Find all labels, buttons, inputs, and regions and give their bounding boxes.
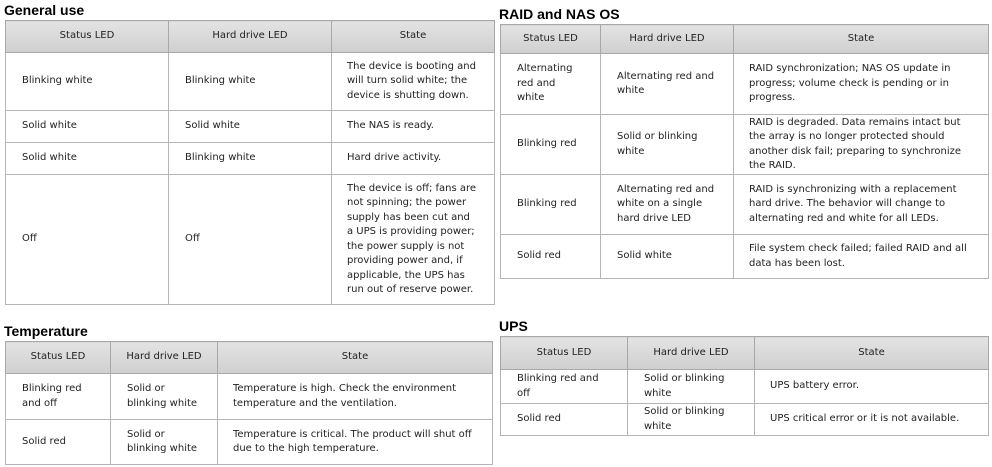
- column-header-status-led: Status LED: [501, 25, 601, 54]
- state-cell: The device is off; fans are not spinning; the power supply has been cut and a UPS is providing power; the power supply is not providing power and, if applicable, the UPS has run out of reserve power.: [332, 175, 495, 305]
- column-header-status-led: Status LED: [501, 337, 628, 370]
- general-use-title: General use: [4, 2, 85, 18]
- table-row: [501, 175, 989, 235]
- status-led-cell: Blinking red and off: [501, 370, 628, 404]
- column-header-hard-drive-led: Hard drive LED: [111, 342, 218, 374]
- table-row: [501, 54, 989, 115]
- column-header-hard-drive-led: Hard drive LED: [169, 21, 332, 53]
- hard-drive-led-cell: Blinking white: [169, 143, 332, 175]
- table-header-row: [501, 25, 989, 54]
- column-header-state: State: [734, 25, 989, 54]
- table-row: [501, 370, 989, 404]
- hard-drive-led-cell: Alternating red and white on a single hard drive LED: [601, 175, 734, 235]
- status-led-cell: Alternating red and white: [501, 54, 601, 115]
- hard-drive-led-cell: Solid or blinking white: [628, 370, 755, 404]
- table-row: [501, 404, 989, 436]
- table-row: [6, 420, 493, 465]
- status-led-cell: Solid white: [6, 111, 169, 143]
- state-cell: RAID synchronization; NAS OS update in progress; volume check is pending or in progress.: [734, 54, 989, 115]
- column-header-hard-drive-led: Hard drive LED: [601, 25, 734, 54]
- general-use-section: [5, 2, 495, 305]
- column-header-state: State: [755, 337, 989, 370]
- state-cell: File system check failed; failed RAID and all data has been lost.: [734, 235, 989, 279]
- hard-drive-led-cell: Off: [169, 175, 332, 305]
- hard-drive-led-cell: Blinking white: [169, 53, 332, 111]
- hard-drive-led-cell: Solid or blinking white: [111, 374, 218, 420]
- raid-nas-os-table: [500, 24, 989, 279]
- general-use-table: [5, 20, 495, 305]
- ups-title: UPS: [499, 318, 528, 334]
- table-row: [6, 111, 495, 143]
- state-cell: RAID is degraded. Data remains intact but the array is no longer protected should another disk fail; preparing to synchronize the RAID.: [734, 115, 989, 175]
- state-cell: UPS battery error.: [755, 370, 989, 404]
- status-led-cell: Solid red: [6, 420, 111, 465]
- hard-drive-led-cell: Solid or blinking white: [111, 420, 218, 465]
- status-led-cell: Blinking white: [6, 53, 169, 111]
- table-row: [6, 374, 493, 420]
- column-header-state: State: [218, 342, 493, 374]
- status-led-cell: Blinking red: [501, 115, 601, 175]
- table-header-row: [6, 21, 495, 53]
- state-cell: Temperature is high. Check the environment temperature and the ventilation.: [218, 374, 493, 420]
- table-header-row: [6, 342, 493, 374]
- column-header-status-led: Status LED: [6, 342, 111, 374]
- column-header-hard-drive-led: Hard drive LED: [628, 337, 755, 370]
- hard-drive-led-cell: Solid or blinking white: [601, 115, 734, 175]
- column-header-status-led: Status LED: [6, 21, 169, 53]
- column-header-state: State: [332, 21, 495, 53]
- state-cell: The NAS is ready.: [332, 111, 495, 143]
- table-header-row: [501, 337, 989, 370]
- table-row: [6, 175, 495, 305]
- status-led-cell: Solid red: [501, 404, 628, 436]
- status-led-cell: Blinking red and off: [6, 374, 111, 420]
- state-cell: Temperature is critical. The product will shut off due to the high temperature.: [218, 420, 493, 465]
- table-row: [6, 53, 495, 111]
- hard-drive-led-cell: Solid or blinking white: [628, 404, 755, 436]
- table-row: [6, 143, 495, 175]
- hard-drive-led-cell: Alternating red and white: [601, 54, 734, 115]
- state-cell: The device is booting and will turn solid white; the device is shutting down.: [332, 53, 495, 111]
- temperature-table: [5, 341, 493, 465]
- hard-drive-led-cell: Solid white: [601, 235, 734, 279]
- hard-drive-led-cell: Solid white: [169, 111, 332, 143]
- state-cell: Hard drive activity.: [332, 143, 495, 175]
- table-row: [501, 235, 989, 279]
- state-cell: RAID is synchronizing with a replacement hard drive. The behavior will change to alternating red and white for all LEDs.: [734, 175, 989, 235]
- raid-nas-os-section: [500, 6, 989, 279]
- status-led-cell: Solid white: [6, 143, 169, 175]
- temperature-section: [5, 323, 493, 465]
- state-cell: UPS critical error or it is not available.: [755, 404, 989, 436]
- temperature-title: Temperature: [4, 323, 88, 339]
- ups-table: [500, 336, 989, 436]
- status-led-cell: Blinking red: [501, 175, 601, 235]
- status-led-cell: Solid red: [501, 235, 601, 279]
- raid-nas-os-title: RAID and NAS OS: [499, 6, 620, 22]
- status-led-cell: Off: [6, 175, 169, 305]
- ups-section: [500, 318, 989, 436]
- table-row: [501, 115, 989, 175]
